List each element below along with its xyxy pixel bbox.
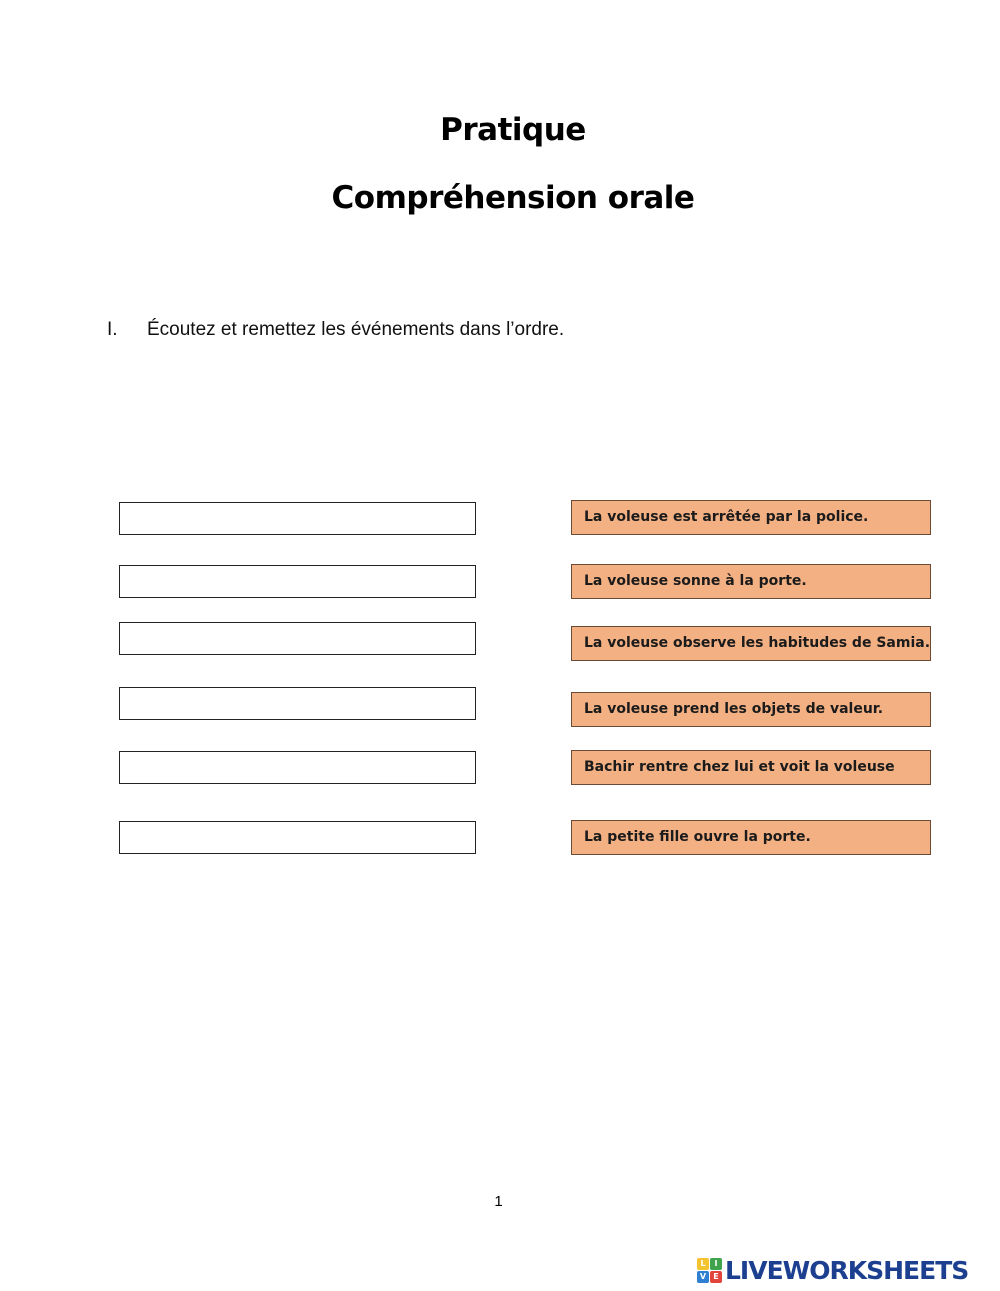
answer-slot-4[interactable] bbox=[119, 687, 476, 720]
event-chip-5[interactable]: Bachir rentre chez lui et voit la voleuse bbox=[571, 750, 931, 785]
page-number: 1 bbox=[494, 1193, 503, 1210]
page-title: Pratique bbox=[440, 112, 586, 148]
instruction-text: Écoutez et remettez les événements dans l’ordre. bbox=[147, 319, 565, 340]
logo-tile-l: L bbox=[697, 1258, 709, 1270]
event-chip-2[interactable]: La voleuse sonne à la porte. bbox=[571, 564, 931, 599]
liveworksheets-brand[interactable] bbox=[697, 1255, 968, 1285]
logo-tile-i: I bbox=[710, 1258, 722, 1270]
page-subtitle: Compréhension orale bbox=[331, 180, 695, 216]
instruction-number: I. bbox=[107, 319, 118, 340]
answer-slot-1[interactable] bbox=[119, 502, 476, 535]
instruction bbox=[107, 319, 564, 341]
liveworksheets-logo-icon bbox=[697, 1258, 722, 1283]
brand-name: LIVEWORKSHEETS bbox=[725, 1255, 969, 1285]
answer-slot-3[interactable] bbox=[119, 622, 476, 655]
answer-slot-2[interactable] bbox=[119, 565, 476, 598]
logo-tile-e: E bbox=[710, 1271, 722, 1283]
event-chip-3[interactable]: La voleuse observe les habitudes de Samia. bbox=[571, 626, 931, 661]
event-chip-1[interactable]: La voleuse est arrêtée par la police. bbox=[571, 500, 931, 535]
answer-slot-5[interactable] bbox=[119, 751, 476, 784]
event-chip-6[interactable]: La petite fille ouvre la porte. bbox=[571, 820, 931, 855]
event-chip-4[interactable]: La voleuse prend les objets de valeur. bbox=[571, 692, 931, 727]
answer-slot-6[interactable] bbox=[119, 821, 476, 854]
logo-tile-v: V bbox=[697, 1271, 709, 1283]
